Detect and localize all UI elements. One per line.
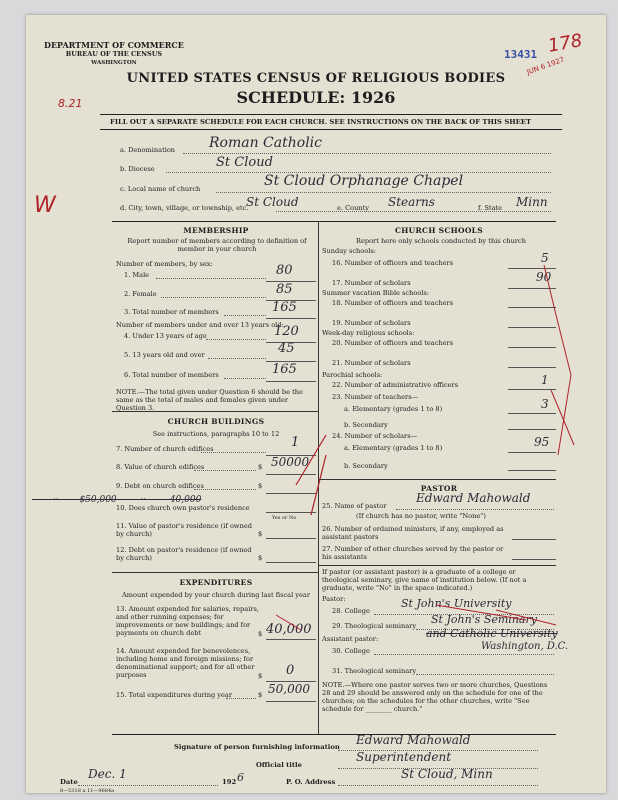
age-intro: Number of members under and over 13 years old:	[116, 321, 284, 329]
pastor-note: NOTE.—Where one pastor serves two or more churches, Questions 28 and 29 should be answered only on the schedule for one of the churches; on the schedules for the other churches, write "See schedule for ________ church."	[322, 681, 548, 713]
q6-value: 165	[272, 362, 297, 377]
q25-label: 25. Name of pastor	[322, 502, 387, 510]
q8-label: 8. Value of church edifices	[116, 463, 205, 471]
expenditures-intro: Amount expended by your church during last fiscal year	[121, 591, 311, 599]
q8-value: 50000	[271, 455, 310, 469]
q30-label: 30. College	[332, 647, 370, 655]
q9-dollar: $	[258, 482, 263, 490]
q3-value: 165	[272, 300, 297, 315]
address-label: P. O. Address	[286, 778, 336, 786]
q29-label: 29. Theological seminary	[332, 622, 417, 630]
assistant-label: Assistant pastor:	[322, 635, 379, 643]
membership-note: NOTE.—The total given under Question 6 should be the same as the total of males and females given under Question 3.	[116, 388, 303, 412]
q7-value: 1	[291, 435, 300, 450]
q20-label: 20. Number of officers and teachers	[332, 339, 454, 347]
q12-label: 12. Debt on pastor's residence (if owned by church)	[116, 546, 252, 562]
form-number: 8—5318 a 11—9684a	[60, 788, 115, 794]
q25-value: Edward Mahowald	[416, 491, 531, 505]
red-w-mark: W	[34, 193, 56, 218]
membership-intro: Report number of members according to definition of member in your church	[127, 237, 307, 253]
yes-no-hint: Yes or No	[272, 515, 297, 521]
q10-label: 10. Does church own pastor's residence	[116, 504, 250, 512]
q1-value: 80	[276, 263, 293, 278]
address-value: St Cloud, Minn	[401, 767, 493, 781]
q30-value: and Catholic University	[426, 627, 558, 640]
q1-label: 1. Male	[124, 271, 150, 279]
local-name-label: c. Local name of church	[120, 185, 201, 193]
city-name: WASHINGTON	[91, 60, 137, 66]
q7-label: 7. Number of church edifices	[116, 445, 214, 453]
weekday-label: Week-day religious schools:	[322, 329, 415, 337]
q11-label: 11. Value of pastor's residence (if owned by church)	[116, 522, 252, 538]
q23b-label: b. Secondary	[344, 421, 388, 429]
q14-label: 14. Amount expended for benevolences, including home and foreign missions; for denominational support; and for all other purposes	[116, 647, 255, 679]
q27-label: 27. Number of other churches served by the pastor or his assistants	[322, 545, 504, 561]
signature-label: Signature of person furnishing information	[174, 743, 340, 751]
q4-label: 4. Under 13 years of age	[124, 332, 207, 340]
year-value: 6	[237, 771, 244, 784]
date-label: Date	[60, 778, 78, 786]
received-stamp-date: JUN 6 1927	[525, 55, 566, 77]
q31-label: 31. Theological seminary	[332, 667, 417, 675]
q23-label: 23. Number of teachers—	[332, 393, 419, 401]
county-label: e. County	[337, 204, 369, 212]
q15-label: 15. Total expenditures during year	[116, 691, 232, 699]
q13-label: 13. Amount expended for salaries, repairs, and other running expenses; for improvements or new buildings; and for payments on church debt	[116, 605, 259, 637]
q14-dollar: $	[258, 672, 263, 680]
q24-label: 24. Number of scholars—	[332, 432, 418, 440]
schools-heading: CHURCH SCHOOLS	[395, 226, 483, 235]
buildings-heading: CHURCH BUILDINGS	[167, 417, 265, 426]
summer-label: Summer vacation Bible schools:	[322, 289, 430, 297]
year-prefix: 192	[222, 778, 237, 786]
date-value: Dec. 1	[88, 767, 127, 781]
q11-dollar: $	[258, 530, 263, 538]
official-title-label: Official title	[256, 761, 302, 769]
dept-name: DEPARTMENT OF COMMERCE	[44, 40, 184, 50]
diocese-label: b. Diocese	[120, 165, 155, 173]
q14-value: 0	[286, 663, 295, 678]
state-value: Minn	[516, 195, 548, 209]
q23a-value: 3	[541, 397, 549, 411]
q17-label: 17. Number of scholars	[332, 279, 411, 287]
red-mark-number: 178	[546, 30, 584, 57]
instruction-line: FILL OUT A SEPARATE SCHEDULE FOR EACH CHURCH. SEE INSTRUCTIONS ON THE BACK OF THIS SHEET	[110, 118, 532, 126]
q25-note: (If church has no pastor, write "None")	[356, 512, 486, 520]
q26-label: 26. Number of ordained ministers, if any, employed as assistant pastors	[322, 525, 504, 541]
buildings-intro: See instructions, paragraphs 10 to 12	[152, 430, 280, 438]
q2-label: 2. Female	[124, 290, 157, 298]
q24a-label: a. Elementary (grades 1 to 8)	[344, 444, 443, 452]
county-value: Stearns	[388, 195, 435, 209]
signature-value: Edward Mahowald	[356, 733, 471, 747]
pastor-label: Pastor:	[322, 595, 346, 603]
q22-value: 1	[541, 373, 549, 387]
q22-label: 22. Number of administrative officers	[332, 381, 459, 389]
q2-value: 85	[276, 282, 293, 297]
q4-value: 120	[274, 324, 299, 339]
q6-label: 6. Total number of members	[124, 371, 219, 379]
q3-label: 3. Total number of members	[124, 308, 219, 316]
q9-label: 9. Debt on church edifices	[116, 482, 204, 490]
parochial-label: Parochial schools:	[322, 371, 383, 379]
q19-label: 19. Number of scholars	[332, 319, 411, 327]
q17-value: 90	[536, 270, 552, 284]
stamp-number: 13431	[504, 48, 538, 61]
red-check-marks	[26, 15, 606, 793]
form-title: UNITED STATES CENSUS OF RELIGIOUS BODIES	[126, 71, 506, 86]
q13-value: 40,000	[266, 622, 312, 637]
q16-label: 16. Number of officers and teachers	[332, 259, 454, 267]
bureau-name: BUREAU OF THE CENSUS	[65, 50, 163, 58]
city-label: d. City, town, village, or township, etc.	[120, 204, 249, 212]
city-value: St Cloud	[246, 195, 299, 209]
local-name-value: St Cloud Orphanage Chapel	[264, 173, 464, 189]
q8-dollar: $	[258, 463, 263, 471]
q29-value: St John's Seminary	[431, 613, 537, 626]
q21-label: 21. Number of scholars	[332, 359, 411, 367]
q24b-label: b. Secondary	[344, 462, 388, 470]
q15-value: 50,000	[268, 682, 310, 696]
q30-value-2: Washington, D.C.	[481, 641, 569, 652]
q16-value: 5	[541, 251, 549, 265]
pastor-heading: PASTOR	[420, 484, 458, 493]
q13-dollar: $	[258, 630, 263, 638]
membership-heading: MEMBERSHIP	[183, 226, 249, 235]
denomination-label: a. Denomination	[120, 146, 176, 154]
q23a-label: a. Elementary (grades 1 to 8)	[344, 405, 443, 413]
schools-intro: Report here only schools conducted by this church	[356, 237, 526, 245]
diocese-value: St Cloud	[216, 155, 273, 170]
official-title-value: Superintendent	[356, 750, 452, 764]
q28-value: St John's University	[401, 597, 512, 610]
q18-label: 18. Number of officers and teachers	[332, 299, 454, 307]
q5-label: 5. 13 years old and over	[124, 351, 205, 359]
q12-dollar: $	[258, 554, 263, 562]
expenditures-heading: EXPENDITURES	[179, 578, 253, 587]
by-sex-label: Number of members, by sex:	[116, 260, 213, 268]
sunday-label: Sunday schools:	[322, 247, 376, 255]
margin-code: 8.21	[58, 97, 83, 110]
q24a-value: 95	[534, 435, 550, 449]
q5-value: 45	[278, 341, 295, 356]
graduate-note: If pastor (or assistant pastor) is a graduate of a college or theological seminary, give name of institution below. (If not a graduate, write "No" in the space indicated.)	[322, 568, 527, 592]
q28-label: 28. College	[332, 607, 370, 615]
census-schedule-sheet	[26, 15, 606, 793]
q15-dollar: $	[258, 691, 263, 699]
schedule-title: SCHEDULE: 1926	[236, 88, 396, 107]
struck-annotation: —— ·· ——$50,000 —— ·· —— 40,000	[32, 495, 202, 505]
denomination-value: Roman Catholic	[209, 135, 322, 151]
state-label: f. State	[478, 204, 503, 212]
